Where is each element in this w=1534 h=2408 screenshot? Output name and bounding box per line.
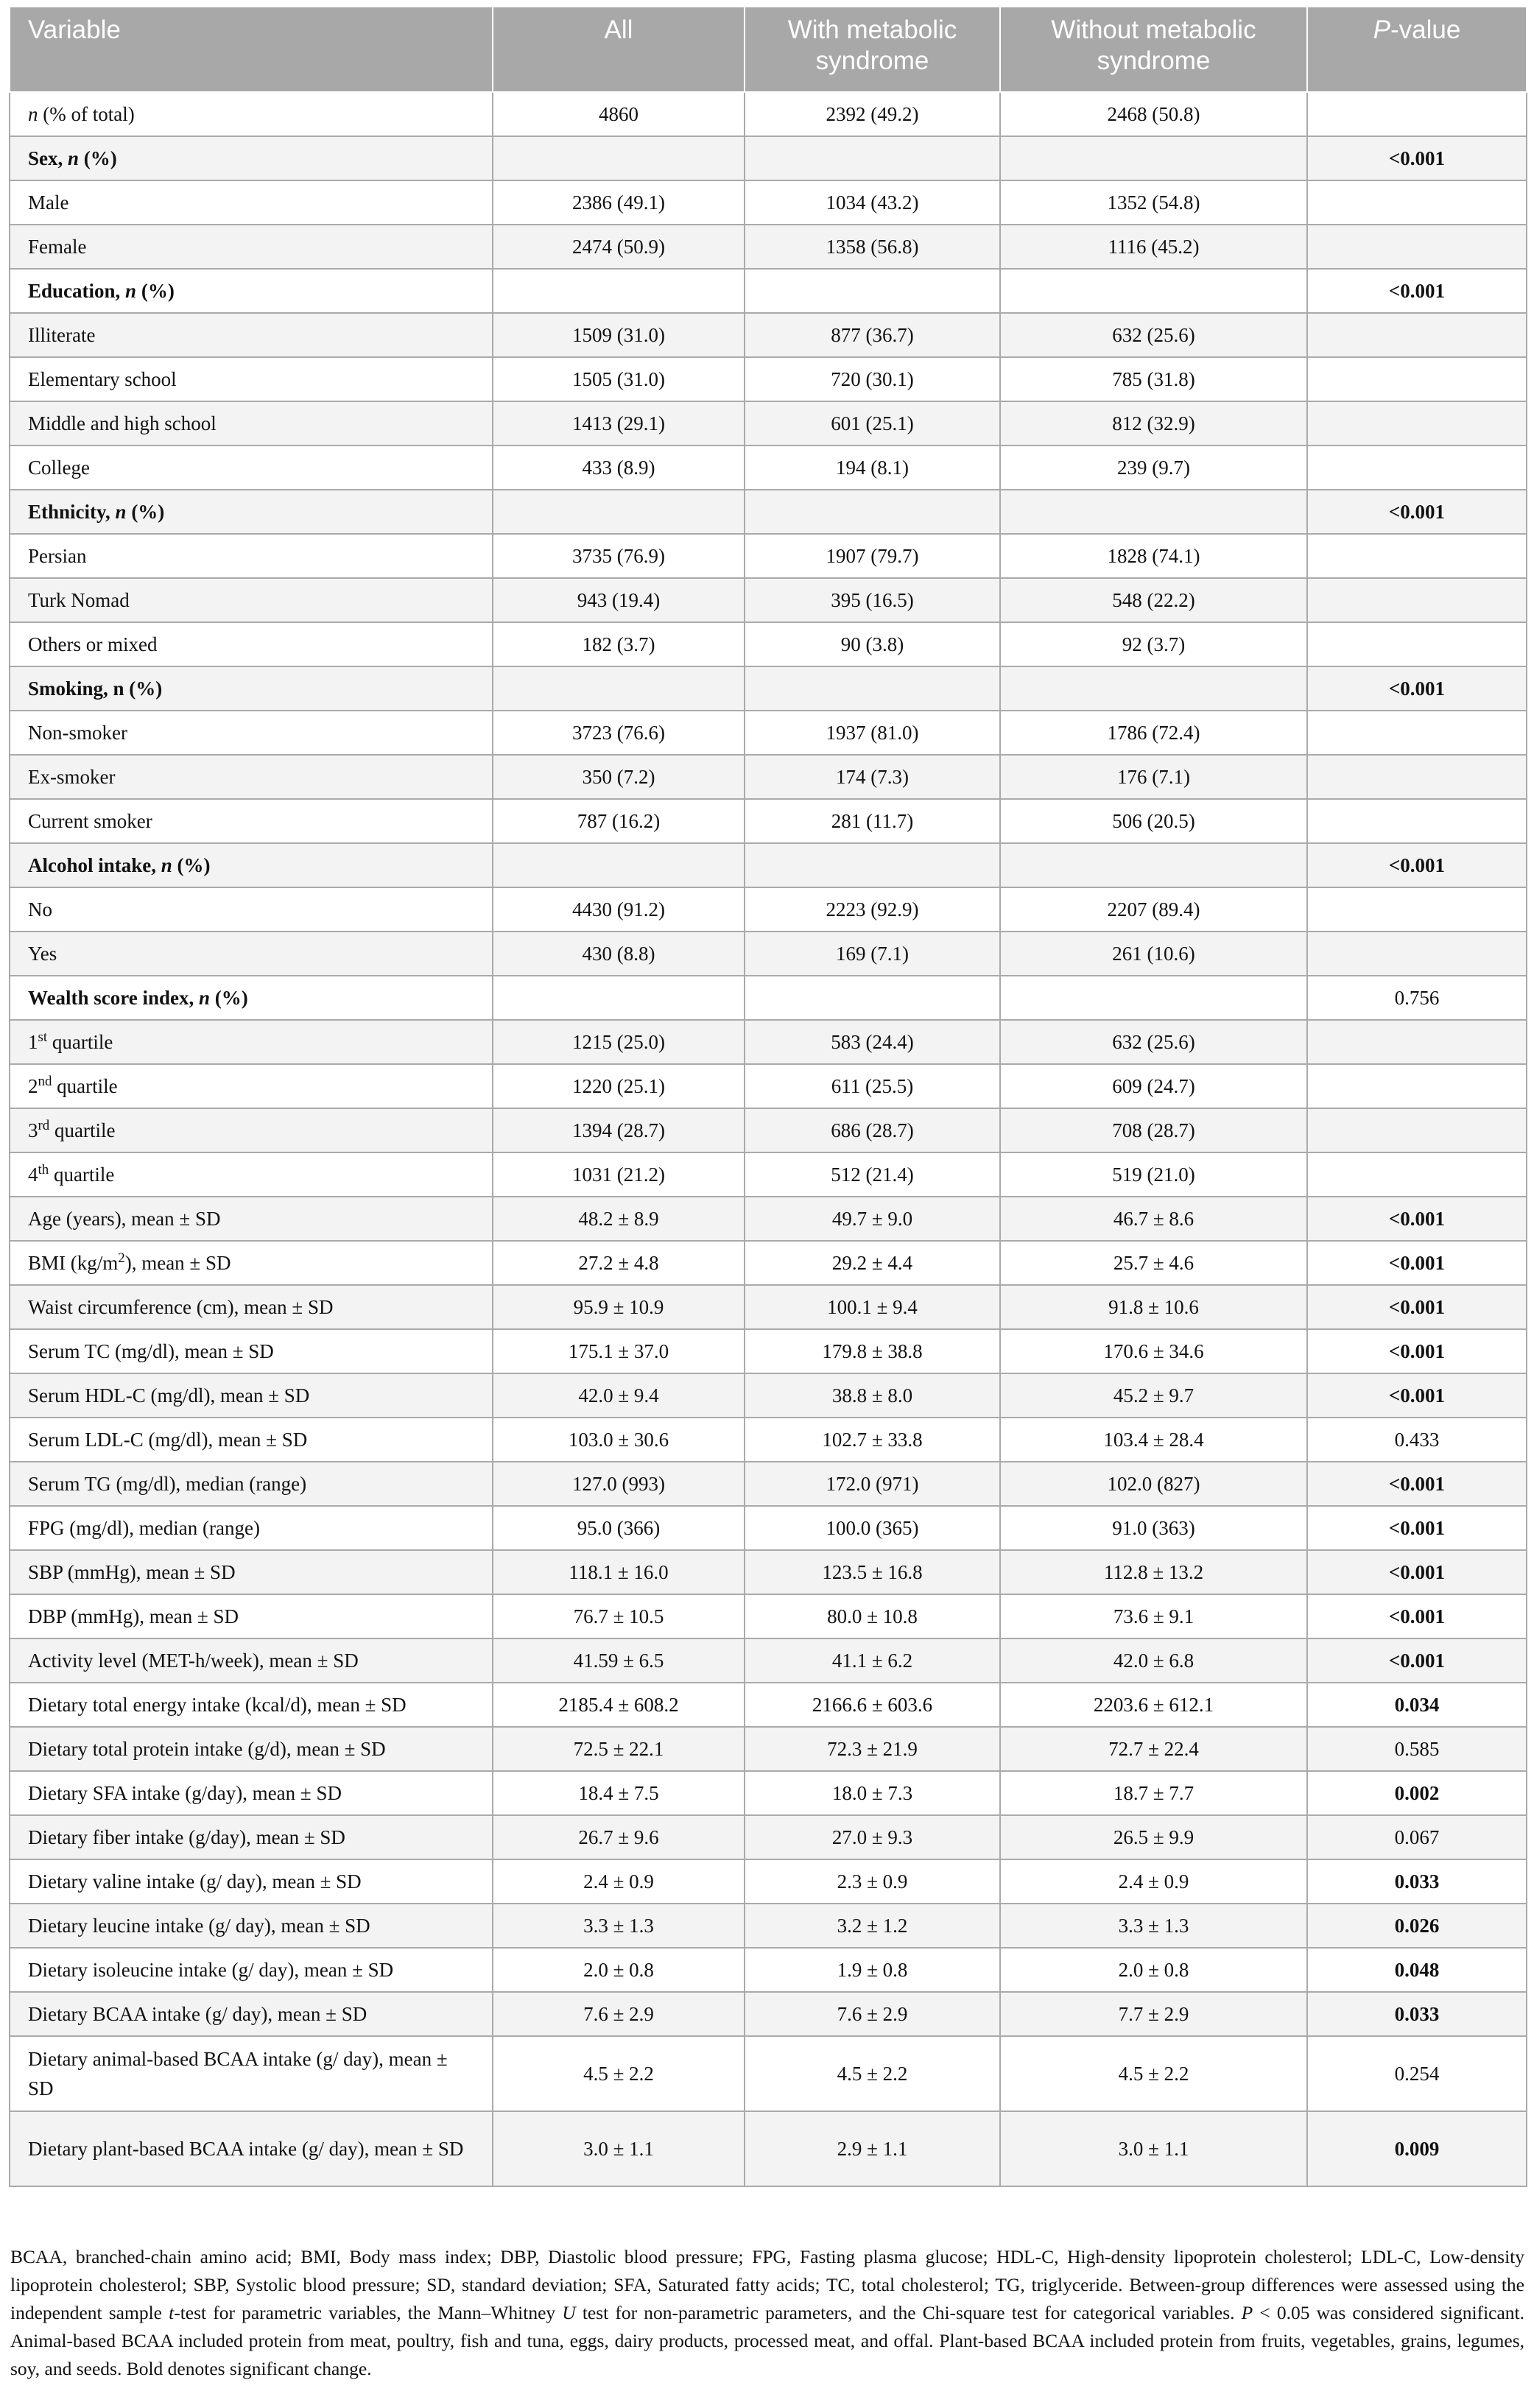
- p-suffix: -value: [1390, 15, 1461, 44]
- variable-cell: Dietary plant-based BCAA intake (g/ day), mean ± SD: [10, 2111, 493, 2186]
- without-ms-cell: 26.5 ± 9.9: [1000, 1815, 1307, 1859]
- all-cell: 41.59 ± 6.5: [493, 1638, 745, 1683]
- with-ms-cell: 4.5 ± 2.2: [745, 2036, 1000, 2111]
- all-cell: 182 (3.7): [493, 622, 745, 666]
- without-ms-cell: 2468 (50.8): [1000, 92, 1307, 136]
- table-row: [10, 1373, 1527, 1418]
- without-ms-cell: [1000, 136, 1307, 180]
- table-group-header-row: [10, 490, 1527, 534]
- p-value-cell: [1307, 180, 1527, 225]
- table-group-header-row: [10, 666, 1527, 711]
- all-cell: [493, 269, 745, 313]
- with-ms-cell: 281 (11.7): [745, 799, 1000, 843]
- all-cell: 1031 (21.2): [493, 1152, 745, 1197]
- without-ms-cell: [1000, 490, 1307, 534]
- without-ms-cell: 239 (9.7): [1000, 446, 1307, 490]
- with-ms-cell: 583 (24.4): [745, 1020, 1000, 1064]
- with-ms-cell: 194 (8.1): [745, 446, 1000, 490]
- all-cell: 7.6 ± 2.9: [493, 1992, 745, 2036]
- without-ms-cell: 92 (3.7): [1000, 622, 1307, 666]
- variable-cell: Alcohol intake, n (%): [10, 843, 493, 887]
- all-cell: 95.0 (366): [493, 1506, 745, 1550]
- variable-cell: Dietary BCAA intake (g/ day), mean ± SD: [10, 1992, 493, 2036]
- variable-cell: Turk Nomad: [10, 578, 493, 622]
- variable-cell: Age (years), mean ± SD: [10, 1197, 493, 1241]
- without-ms-cell: 91.0 (363): [1000, 1506, 1307, 1550]
- p-value-cell: 0.585: [1307, 1727, 1527, 1771]
- variable-cell: Sex, n (%): [10, 136, 493, 180]
- table-row: [10, 1462, 1527, 1506]
- all-cell: [493, 666, 745, 711]
- without-ms-cell: [1000, 666, 1307, 711]
- with-ms-cell: 395 (16.5): [745, 578, 1000, 622]
- p-value-cell: [1307, 799, 1527, 843]
- p-value-cell: 0.756: [1307, 976, 1527, 1020]
- p-value-cell: [1307, 401, 1527, 446]
- table-row: [10, 1152, 1527, 1197]
- p-value-cell: [1307, 578, 1527, 622]
- table-group-header-row: [10, 136, 1527, 180]
- all-cell: 2.0 ± 0.8: [493, 1948, 745, 1992]
- variable-cell: Yes: [10, 932, 493, 976]
- table-group-header-row: [10, 843, 1527, 887]
- variable-cell: Serum TC (mg/dl), mean ± SD: [10, 1329, 493, 1373]
- table-row: [10, 534, 1527, 578]
- all-cell: 3723 (76.6): [493, 711, 745, 755]
- all-cell: 76.7 ± 10.5: [493, 1594, 745, 1638]
- all-cell: 2.4 ± 0.9: [493, 1859, 745, 1904]
- p-value-cell: <0.001: [1307, 843, 1527, 887]
- without-ms-cell: 506 (20.5): [1000, 799, 1307, 843]
- table-row: [10, 1329, 1527, 1373]
- all-cell: [493, 490, 745, 534]
- all-cell: 95.9 ± 10.9: [493, 1285, 745, 1329]
- with-ms-cell: [745, 269, 1000, 313]
- characteristics-table: [9, 6, 1527, 2187]
- table-row: [10, 357, 1527, 401]
- all-cell: 4430 (91.2): [493, 887, 745, 932]
- without-ms-cell: 708 (28.7): [1000, 1108, 1307, 1152]
- with-ms-cell: [745, 136, 1000, 180]
- without-ms-cell: 632 (25.6): [1000, 1020, 1307, 1064]
- variable-cell: DBP (mmHg), mean ± SD: [10, 1594, 493, 1638]
- table-row: [10, 1992, 1527, 2036]
- with-ms-cell: 2392 (49.2): [745, 92, 1000, 136]
- all-cell: 2474 (50.9): [493, 225, 745, 269]
- table-row: [10, 1418, 1527, 1462]
- table-row: [10, 1197, 1527, 1241]
- p-value-cell: <0.001: [1307, 1373, 1527, 1418]
- variable-cell: 4th quartile: [10, 1152, 493, 1197]
- with-ms-cell: [745, 976, 1000, 1020]
- variable-cell: Ethnicity, n (%): [10, 490, 493, 534]
- variable-cell: Illiterate: [10, 313, 493, 357]
- with-ms-cell: 18.0 ± 7.3: [745, 1771, 1000, 1815]
- without-ms-cell: 176 (7.1): [1000, 755, 1307, 799]
- table-group-header-row: [10, 269, 1527, 313]
- without-ms-cell: 45.2 ± 9.7: [1000, 1373, 1307, 1418]
- p-value-cell: <0.001: [1307, 490, 1527, 534]
- p-value-cell: 0.002: [1307, 1771, 1527, 1815]
- all-cell: 1215 (25.0): [493, 1020, 745, 1064]
- variable-cell: Dietary SFA intake (g/day), mean ± SD: [10, 1771, 493, 1815]
- all-cell: [493, 843, 745, 887]
- without-ms-cell: 1352 (54.8): [1000, 180, 1307, 225]
- variable-cell: Persian: [10, 534, 493, 578]
- with-ms-cell: 100.1 ± 9.4: [745, 1285, 1000, 1329]
- with-ms-cell: 1937 (81.0): [745, 711, 1000, 755]
- without-ms-cell: 261 (10.6): [1000, 932, 1307, 976]
- without-ms-cell: 2207 (89.4): [1000, 887, 1307, 932]
- table-row: [10, 1064, 1527, 1108]
- without-ms-cell: 72.7 ± 22.4: [1000, 1727, 1307, 1771]
- p-value-cell: <0.001: [1307, 1285, 1527, 1329]
- p-value-cell: 0.033: [1307, 1992, 1527, 2036]
- variable-cell: Others or mixed: [10, 622, 493, 666]
- table-row: [10, 1285, 1527, 1329]
- with-ms-cell: 2166.6 ± 603.6: [745, 1683, 1000, 1727]
- table-row: [10, 799, 1527, 843]
- p-value-cell: <0.001: [1307, 136, 1527, 180]
- p-value-cell: [1307, 446, 1527, 490]
- p-value-cell: 0.009: [1307, 2111, 1527, 2186]
- with-ms-cell: 720 (30.1): [745, 357, 1000, 401]
- p-value-cell: <0.001: [1307, 1638, 1527, 1683]
- all-cell: 26.7 ± 9.6: [493, 1815, 745, 1859]
- header-all: All: [493, 7, 745, 92]
- table-header-row: [10, 7, 1527, 92]
- without-ms-cell: 42.0 ± 6.8: [1000, 1638, 1307, 1683]
- table-row: [10, 755, 1527, 799]
- without-ms-cell: 18.7 ± 7.7: [1000, 1771, 1307, 1815]
- p-value-cell: [1307, 622, 1527, 666]
- with-ms-cell: 169 (7.1): [745, 932, 1000, 976]
- table-row: [10, 180, 1527, 225]
- with-ms-cell: 179.8 ± 38.8: [745, 1329, 1000, 1373]
- with-ms-cell: [745, 666, 1000, 711]
- variable-cell: Dietary fiber intake (g/day), mean ± SD: [10, 1815, 493, 1859]
- with-ms-cell: 1907 (79.7): [745, 534, 1000, 578]
- table-body: [10, 92, 1527, 2186]
- p-value-cell: <0.001: [1307, 1241, 1527, 1285]
- all-cell: 3735 (76.9): [493, 534, 745, 578]
- header-with-metabolic-syndrome: With metabolic syndrome: [745, 7, 1000, 92]
- all-cell: 18.4 ± 7.5: [493, 1771, 745, 1815]
- table-row: [10, 887, 1527, 932]
- variable-cell: 2nd quartile: [10, 1064, 493, 1108]
- with-ms-cell: [745, 843, 1000, 887]
- without-ms-cell: 112.8 ± 13.2: [1000, 1550, 1307, 1594]
- table-row: [10, 1683, 1527, 1727]
- without-ms-cell: 548 (22.2): [1000, 578, 1307, 622]
- all-cell: 27.2 ± 4.8: [493, 1241, 745, 1285]
- variable-cell: Elementary school: [10, 357, 493, 401]
- with-ms-cell: 38.8 ± 8.0: [745, 1373, 1000, 1418]
- with-ms-cell: 686 (28.7): [745, 1108, 1000, 1152]
- with-ms-cell: 2.3 ± 0.9: [745, 1859, 1000, 1904]
- without-ms-cell: 3.0 ± 1.1: [1000, 2111, 1307, 2186]
- all-cell: [493, 976, 745, 1020]
- table-row: [10, 1859, 1527, 1904]
- with-ms-cell: 100.0 (365): [745, 1506, 1000, 1550]
- p-value-cell: 0.034: [1307, 1683, 1527, 1727]
- variable-cell: Education, n (%): [10, 269, 493, 313]
- without-ms-cell: 609 (24.7): [1000, 1064, 1307, 1108]
- p-value-cell: [1307, 711, 1527, 755]
- variable-cell: Smoking, n (%): [10, 666, 493, 711]
- without-ms-cell: 632 (25.6): [1000, 313, 1307, 357]
- p-value-cell: [1307, 1064, 1527, 1108]
- with-ms-cell: 2.9 ± 1.1: [745, 2111, 1000, 2186]
- variable-cell: n (% of total): [10, 92, 493, 136]
- all-cell: 2386 (49.1): [493, 180, 745, 225]
- with-ms-cell: 41.1 ± 6.2: [745, 1638, 1000, 1683]
- table-row: [10, 1241, 1527, 1285]
- p-value-cell: [1307, 313, 1527, 357]
- without-ms-cell: [1000, 843, 1307, 887]
- table-row: [10, 92, 1527, 136]
- p-value-cell: <0.001: [1307, 1594, 1527, 1638]
- variable-cell: Serum LDL-C (mg/dl), mean ± SD: [10, 1418, 493, 1462]
- with-ms-cell: 601 (25.1): [745, 401, 1000, 446]
- table-row: [10, 2036, 1527, 2111]
- table-row: [10, 1020, 1527, 1064]
- all-cell: 3.0 ± 1.1: [493, 2111, 745, 2186]
- p-value-cell: 0.254: [1307, 2036, 1527, 2111]
- table-row: [10, 932, 1527, 976]
- all-cell: 1505 (31.0): [493, 357, 745, 401]
- without-ms-cell: 3.3 ± 1.3: [1000, 1904, 1307, 1948]
- with-ms-cell: 174 (7.3): [745, 755, 1000, 799]
- without-ms-cell: 812 (32.9): [1000, 401, 1307, 446]
- with-ms-cell: 1.9 ± 0.8: [745, 1948, 1000, 1992]
- p-value-cell: <0.001: [1307, 269, 1527, 313]
- table-row: [10, 1594, 1527, 1638]
- without-ms-cell: 1786 (72.4): [1000, 711, 1307, 755]
- without-ms-cell: 73.6 ± 9.1: [1000, 1594, 1307, 1638]
- p-value-cell: [1307, 887, 1527, 932]
- variable-cell: Dietary valine intake (g/ day), mean ± SD: [10, 1859, 493, 1904]
- all-cell: 787 (16.2): [493, 799, 745, 843]
- without-ms-cell: 170.6 ± 34.6: [1000, 1329, 1307, 1373]
- p-value-cell: 0.067: [1307, 1815, 1527, 1859]
- with-ms-cell: 72.3 ± 21.9: [745, 1727, 1000, 1771]
- p-value-cell: [1307, 92, 1527, 136]
- with-ms-cell: 3.2 ± 1.2: [745, 1904, 1000, 1948]
- table-row: [10, 2111, 1527, 2186]
- table-row: [10, 446, 1527, 490]
- p-value-cell: <0.001: [1307, 666, 1527, 711]
- table-row: [10, 1815, 1527, 1859]
- variable-cell: SBP (mmHg), mean ± SD: [10, 1550, 493, 1594]
- table-row: [10, 1550, 1527, 1594]
- with-ms-cell: 512 (21.4): [745, 1152, 1000, 1197]
- variable-cell: Wealth score index, n (%): [10, 976, 493, 1020]
- all-cell: 175.1 ± 37.0: [493, 1329, 745, 1373]
- with-ms-cell: 49.7 ± 9.0: [745, 1197, 1000, 1241]
- p-value-cell: <0.001: [1307, 1506, 1527, 1550]
- p-value-cell: 0.033: [1307, 1859, 1527, 1904]
- all-cell: 1394 (28.7): [493, 1108, 745, 1152]
- variable-cell: Current smoker: [10, 799, 493, 843]
- all-cell: 118.1 ± 16.0: [493, 1550, 745, 1594]
- with-ms-cell: 90 (3.8): [745, 622, 1000, 666]
- all-cell: 1413 (29.1): [493, 401, 745, 446]
- variable-cell: Non-smoker: [10, 711, 493, 755]
- p-value-cell: <0.001: [1307, 1197, 1527, 1241]
- p-value-cell: 0.026: [1307, 1904, 1527, 1948]
- variable-cell: 3rd quartile: [10, 1108, 493, 1152]
- variable-cell: Ex-smoker: [10, 755, 493, 799]
- all-cell: 1220 (25.1): [493, 1064, 745, 1108]
- all-cell: 4.5 ± 2.2: [493, 2036, 745, 2111]
- p-value-cell: <0.001: [1307, 1329, 1527, 1373]
- table-row: [10, 622, 1527, 666]
- table-row: [10, 1948, 1527, 1992]
- variable-cell: Dietary isoleucine intake (g/ day), mean ± SD: [10, 1948, 493, 1992]
- with-ms-cell: 29.2 ± 4.4: [745, 1241, 1000, 1285]
- without-ms-cell: [1000, 976, 1307, 1020]
- all-cell: 3.3 ± 1.3: [493, 1904, 745, 1948]
- p-value-cell: [1307, 1108, 1527, 1152]
- variable-cell: FPG (mg/dl), median (range): [10, 1506, 493, 1550]
- p-value-cell: <0.001: [1307, 1550, 1527, 1594]
- header-p-value: [1307, 7, 1527, 92]
- table-row: [10, 225, 1527, 269]
- variable-cell: Serum TG (mg/dl), median (range): [10, 1462, 493, 1506]
- p-value-cell: [1307, 1020, 1527, 1064]
- all-cell: 433 (8.9): [493, 446, 745, 490]
- without-ms-cell: 46.7 ± 8.6: [1000, 1197, 1307, 1241]
- with-ms-cell: 1358 (56.8): [745, 225, 1000, 269]
- without-ms-cell: 519 (21.0): [1000, 1152, 1307, 1197]
- variable-cell: Serum HDL-C (mg/dl), mean ± SD: [10, 1373, 493, 1418]
- header-variable: Variable: [10, 7, 493, 92]
- p-value-cell: [1307, 755, 1527, 799]
- with-ms-cell: 80.0 ± 10.8: [745, 1594, 1000, 1638]
- table-row: [10, 1904, 1527, 1948]
- without-ms-cell: 1828 (74.1): [1000, 534, 1307, 578]
- without-ms-cell: 2.0 ± 0.8: [1000, 1948, 1307, 1992]
- variable-cell: Dietary animal-based BCAA intake (g/ day), mean ± SD: [10, 2036, 493, 2111]
- all-cell: 103.0 ± 30.6: [493, 1418, 745, 1462]
- with-ms-cell: 877 (36.7): [745, 313, 1000, 357]
- with-ms-cell: 611 (25.5): [745, 1064, 1000, 1108]
- with-ms-cell: [745, 490, 1000, 534]
- all-cell: 1509 (31.0): [493, 313, 745, 357]
- table-footnote: BCAA, branched-chain amino acid; BMI, Body mass index; DBP, Diastolic blood pressure; FPG, Fasting plasma glucose; HDL-C, High-density lipoprotein cholesterol; LDL-C, Low-density lipoprotein cholesterol; SBP, Systolic blood pressure; SD, standard deviation; SFA, Saturated fatty acids; TC, total cholesterol; TG, triglyceride. Between-group differences were assessed using the independent sample t-test for parametric variables, the Mann–Whitney U test for non-parametric parameters, and the Chi-square test for categorical variables. P < 0.05 was considered significant. Animal-based BCAA included protein from meat, poultry, fish and tuna, eggs, dairy products, processed meat, and offal. Plant-based BCAA included protein from fruits, vegetables, grains, legumes, soy, and seeds. Bold denotes significant change.: [10, 2246, 1525, 2379]
- without-ms-cell: 7.7 ± 2.9: [1000, 1992, 1307, 2036]
- table-row: [10, 1108, 1527, 1152]
- all-cell: 72.5 ± 22.1: [493, 1727, 745, 1771]
- with-ms-cell: 2223 (92.9): [745, 887, 1000, 932]
- all-cell: 127.0 (993): [493, 1462, 745, 1506]
- table-row: [10, 313, 1527, 357]
- p-value-cell: <0.001: [1307, 1462, 1527, 1506]
- variable-cell: Dietary leucine intake (g/ day), mean ± SD: [10, 1904, 493, 1948]
- with-ms-cell: 123.5 ± 16.8: [745, 1550, 1000, 1594]
- with-ms-cell: 172.0 (971): [745, 1462, 1000, 1506]
- p-italic: P: [1373, 15, 1391, 44]
- all-cell: 350 (7.2): [493, 755, 745, 799]
- without-ms-cell: 2203.6 ± 612.1: [1000, 1683, 1307, 1727]
- with-ms-cell: 102.7 ± 33.8: [745, 1418, 1000, 1462]
- without-ms-cell: 2.4 ± 0.9: [1000, 1859, 1307, 1904]
- without-ms-cell: 785 (31.8): [1000, 357, 1307, 401]
- p-value-cell: [1307, 1152, 1527, 1197]
- p-value-cell: 0.048: [1307, 1948, 1527, 1992]
- variable-cell: Activity level (MET-h/week), mean ± SD: [10, 1638, 493, 1683]
- table-group-header-row: [10, 976, 1527, 1020]
- without-ms-cell: [1000, 269, 1307, 313]
- all-cell: 4860: [493, 92, 745, 136]
- with-ms-cell: 27.0 ± 9.3: [745, 1815, 1000, 1859]
- variable-cell: Male: [10, 180, 493, 225]
- with-ms-cell: 1034 (43.2): [745, 180, 1000, 225]
- without-ms-cell: 25.7 ± 4.6: [1000, 1241, 1307, 1285]
- all-cell: 42.0 ± 9.4: [493, 1373, 745, 1418]
- p-value-cell: [1307, 534, 1527, 578]
- table-row: [10, 1771, 1527, 1815]
- without-ms-cell: 103.4 ± 28.4: [1000, 1418, 1307, 1462]
- table-row: [10, 1506, 1527, 1550]
- variable-cell: Waist circumference (cm), mean ± SD: [10, 1285, 493, 1329]
- variable-cell: College: [10, 446, 493, 490]
- without-ms-cell: 91.8 ± 10.6: [1000, 1285, 1307, 1329]
- variable-cell: Middle and high school: [10, 401, 493, 446]
- variable-cell: Female: [10, 225, 493, 269]
- all-cell: 48.2 ± 8.9: [493, 1197, 745, 1241]
- with-ms-cell: 7.6 ± 2.9: [745, 1992, 1000, 2036]
- all-cell: 2185.4 ± 608.2: [493, 1683, 745, 1727]
- without-ms-cell: 1116 (45.2): [1000, 225, 1307, 269]
- p-value-cell: [1307, 932, 1527, 976]
- all-cell: 943 (19.4): [493, 578, 745, 622]
- variable-cell: Dietary total energy intake (kcal/d), mean ± SD: [10, 1683, 493, 1727]
- all-cell: 430 (8.8): [493, 932, 745, 976]
- p-value-cell: [1307, 225, 1527, 269]
- table-row: [10, 401, 1527, 446]
- table-row: [10, 711, 1527, 755]
- all-cell: [493, 136, 745, 180]
- p-value-cell: [1307, 357, 1527, 401]
- table-row: [10, 1638, 1527, 1683]
- variable-cell: 1st quartile: [10, 1020, 493, 1064]
- variable-cell: Dietary total protein intake (g/d), mean ± SD: [10, 1727, 493, 1771]
- header-without-metabolic-syndrome: Without metabolic syndrome: [1000, 7, 1307, 92]
- variable-cell: No: [10, 887, 493, 932]
- table-row: [10, 578, 1527, 622]
- without-ms-cell: 102.0 (827): [1000, 1462, 1307, 1506]
- table-row: [10, 1727, 1527, 1771]
- p-value-cell: 0.433: [1307, 1418, 1527, 1462]
- without-ms-cell: 4.5 ± 2.2: [1000, 2036, 1307, 2111]
- variable-cell: BMI $(kg/m^2)$, mean ± SD: [10, 1241, 493, 1285]
